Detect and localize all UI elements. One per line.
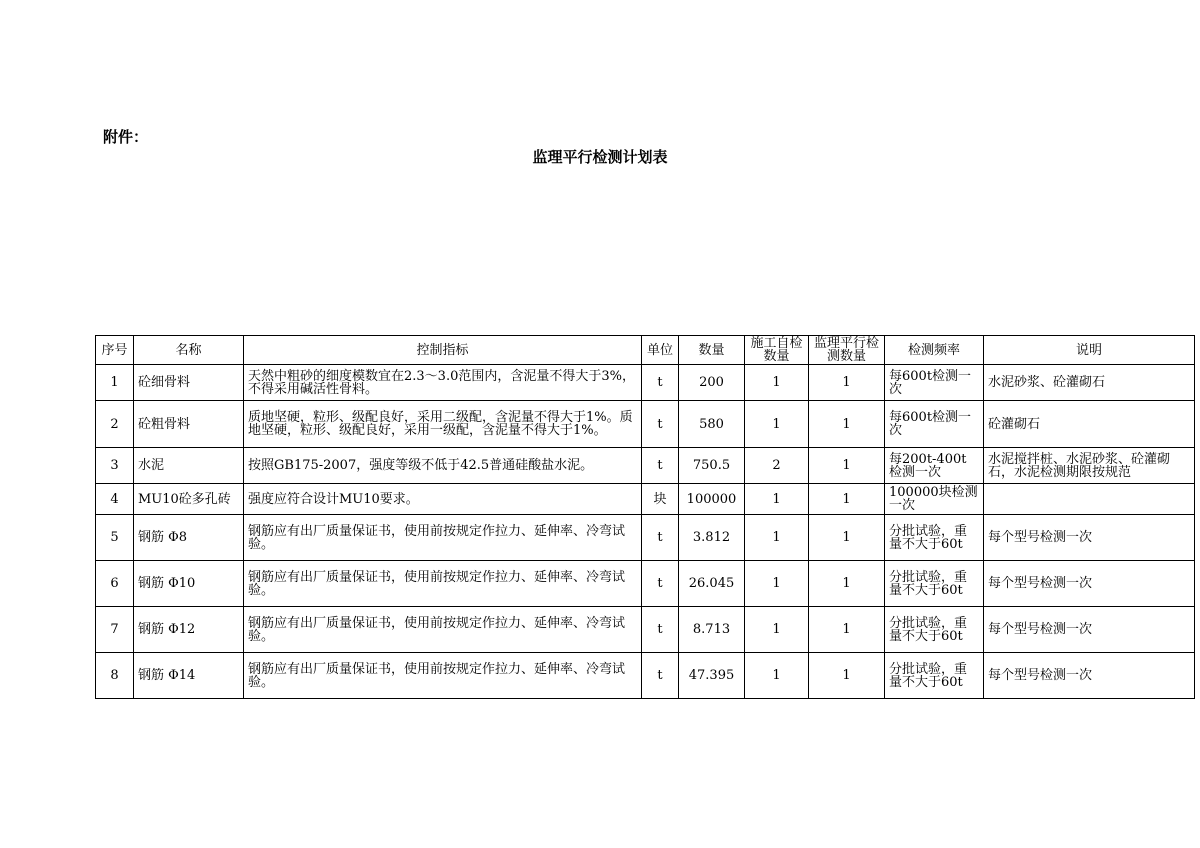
table-row [96, 484, 1195, 515]
cell-self-check: 1 [745, 401, 809, 448]
cell-control: 按照GB175-2007，强度等级不低于42.5普通硅酸盐水泥。 [244, 448, 642, 484]
cell-qty: 3.812 [679, 515, 745, 561]
table-row [96, 401, 1195, 448]
cell-no: 6 [96, 561, 134, 607]
cell-self-check: 1 [745, 561, 809, 607]
cell-qty: 47.395 [679, 653, 745, 699]
cell-control: 钢筋应有出厂质量保证书，使用前按规定作拉力、延伸率、冷弯试验。 [244, 561, 642, 607]
cell-frequency: 分批试验，重量不大于60t [885, 561, 984, 607]
cell-no: 2 [96, 401, 134, 448]
cell-name: 水泥 [134, 448, 244, 484]
cell-control: 钢筋应有出厂质量保证书，使用前按规定作拉力、延伸率、冷弯试验。 [244, 653, 642, 699]
table-row [96, 365, 1195, 401]
cell-unit: t [642, 607, 679, 653]
col-header-parallel: 监理平行检测数量 [809, 336, 885, 365]
cell-unit: t [642, 448, 679, 484]
col-header-self-check: 施工自检数量 [745, 336, 809, 365]
cell-note: 每个型号检测一次 [984, 653, 1195, 699]
cell-qty: 8.713 [679, 607, 745, 653]
cell-self-check: 1 [745, 607, 809, 653]
cell-name: 钢筋 Φ8 [134, 515, 244, 561]
cell-frequency: 分批试验，重量不大于60t [885, 653, 984, 699]
cell-note: 水泥砂浆、砼灌砌石 [984, 365, 1195, 401]
cell-control: 钢筋应有出厂质量保证书，使用前按规定作拉力、延伸率、冷弯试验。 [244, 607, 642, 653]
cell-no: 8 [96, 653, 134, 699]
cell-note: 每个型号检测一次 [984, 561, 1195, 607]
cell-frequency: 每200t-400t检测一次 [885, 448, 984, 484]
col-header-qty: 数量 [679, 336, 745, 365]
cell-qty: 200 [679, 365, 745, 401]
cell-unit: t [642, 653, 679, 699]
cell-note: 每个型号检测一次 [984, 515, 1195, 561]
cell-self-check: 1 [745, 365, 809, 401]
cell-note: 水泥搅拌桩、水泥砂浆、砼灌砌石，水泥检测期限按规范 [984, 448, 1195, 484]
cell-unit: t [642, 365, 679, 401]
table-row [96, 607, 1195, 653]
cell-control: 质地坚硬，粒形、级配良好，采用二级配，含泥量不得大于1%。质地坚硬，粒形、级配良好，采用一级配，含泥量不得大于1%。 [244, 401, 642, 448]
cell-parallel: 1 [809, 653, 885, 699]
cell-frequency: 每600t检测一次 [885, 365, 984, 401]
cell-qty: 26.045 [679, 561, 745, 607]
cell-no: 7 [96, 607, 134, 653]
cell-note: 砼灌砌石 [984, 401, 1195, 448]
cell-frequency: 每600t检测一次 [885, 401, 984, 448]
cell-no: 3 [96, 448, 134, 484]
cell-no: 4 [96, 484, 134, 515]
cell-control: 钢筋应有出厂质量保证书，使用前按规定作拉力、延伸率、冷弯试验。 [244, 515, 642, 561]
table-row [96, 448, 1195, 484]
cell-control: 天然中粗砂的细度模数宜在2.3～3.0范围内，含泥量不得大于3%，不得采用碱活性骨料。 [244, 365, 642, 401]
table-header-row [96, 336, 1195, 365]
cell-self-check: 1 [745, 484, 809, 515]
cell-unit: 块 [642, 484, 679, 515]
col-header-control: 控制指标 [244, 336, 642, 365]
table-row [96, 561, 1195, 607]
col-header-unit: 单位 [642, 336, 679, 365]
col-header-frequency: 检测频率 [885, 336, 984, 365]
table-row [96, 515, 1195, 561]
cell-qty: 580 [679, 401, 745, 448]
cell-unit: t [642, 401, 679, 448]
cell-frequency: 100000块检测一次 [885, 484, 984, 515]
cell-name: 钢筋 Φ14 [134, 653, 244, 699]
col-header-no: 序号 [96, 336, 134, 365]
cell-no: 1 [96, 365, 134, 401]
cell-control: 强度应符合设计MU10要求。 [244, 484, 642, 515]
cell-self-check: 2 [745, 448, 809, 484]
inspection-plan-table [95, 335, 1195, 699]
cell-parallel: 1 [809, 401, 885, 448]
cell-frequency: 分批试验，重量不大于60t [885, 607, 984, 653]
cell-parallel: 1 [809, 515, 885, 561]
col-header-name: 名称 [134, 336, 244, 365]
cell-unit: t [642, 561, 679, 607]
cell-name: 钢筋 Φ10 [134, 561, 244, 607]
table-row [96, 653, 1195, 699]
cell-parallel: 1 [809, 365, 885, 401]
attachment-label: 附件： [103, 128, 149, 146]
cell-qty: 750.5 [679, 448, 745, 484]
cell-note [984, 484, 1195, 515]
cell-parallel: 1 [809, 561, 885, 607]
cell-parallel: 1 [809, 484, 885, 515]
page-title: 监理平行检测计划表 [532, 148, 668, 166]
cell-self-check: 1 [745, 515, 809, 561]
cell-parallel: 1 [809, 448, 885, 484]
cell-no: 5 [96, 515, 134, 561]
col-header-note: 说明 [984, 336, 1195, 365]
cell-frequency: 分批试验，重量不大于60t [885, 515, 984, 561]
cell-name: MU10砼多孔砖 [134, 484, 244, 515]
cell-name: 砼粗骨料 [134, 401, 244, 448]
cell-self-check: 1 [745, 653, 809, 699]
cell-unit: t [642, 515, 679, 561]
cell-parallel: 1 [809, 607, 885, 653]
cell-name: 钢筋 Φ12 [134, 607, 244, 653]
cell-note: 每个型号检测一次 [984, 607, 1195, 653]
cell-qty: 100000 [679, 484, 745, 515]
cell-name: 砼细骨料 [134, 365, 244, 401]
